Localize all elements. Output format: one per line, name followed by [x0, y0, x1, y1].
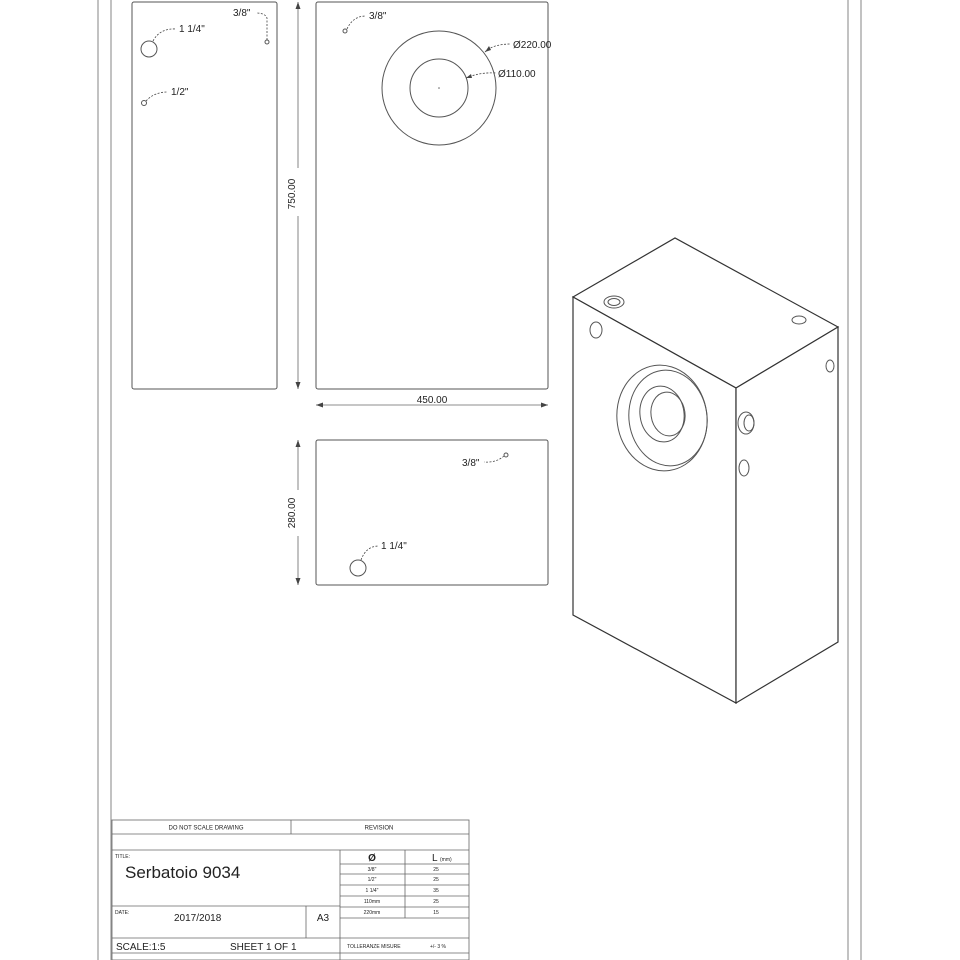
do-not-scale-label: DO NOT SCALE DRAWING	[168, 825, 244, 832]
leader-3-8-bottom	[484, 456, 504, 462]
leader-1-2-left	[146, 92, 168, 101]
table-cell-diameter: 220mm	[363, 910, 381, 916]
hole-1-2-left	[142, 101, 147, 106]
paper-size: A3	[316, 913, 330, 924]
callout-3-8-left: 3/8"	[233, 8, 251, 19]
hole-3-8-left	[265, 40, 269, 44]
table-row	[364, 899, 439, 905]
title-block-frame	[112, 820, 469, 960]
callout-1-1-4-left: 1 1/4"	[179, 24, 205, 35]
callout-1-2-left: 1/2"	[171, 87, 189, 98]
left-view-outline	[132, 2, 277, 389]
dim-450-arrow-left	[316, 403, 323, 408]
hole-3-8-bottom	[504, 453, 508, 457]
hole-3-8-front	[343, 29, 347, 33]
iso-side-face	[736, 327, 838, 703]
drawing-title: Serbatoio 9034	[125, 863, 241, 882]
dim-750-arrow-top	[296, 2, 301, 9]
table-cell-diameter: 1/2"	[367, 877, 377, 883]
dim-280-arrow-bottom	[296, 578, 301, 585]
leader-110-arrow	[466, 74, 472, 78]
table-header-unit: (mm)	[440, 857, 452, 863]
callout-diameter-220: Ø220.00	[513, 40, 552, 51]
callout-3-8-bottom: 3/8"	[462, 458, 480, 469]
table-row	[368, 867, 439, 873]
dim-280-arrow-top	[296, 440, 301, 447]
hole-1-1-4-left	[141, 41, 157, 57]
bottom-view-outline	[316, 440, 548, 585]
dim-280-label: 280.00	[287, 497, 298, 529]
bore-center-mark	[438, 87, 440, 89]
table-cell-length: 25	[433, 867, 439, 873]
leader-220-arrow	[485, 46, 491, 52]
dim-450-arrow-right	[541, 403, 548, 408]
callout-diameter-110: Ø110.00	[498, 69, 536, 80]
sheet-count: SHEET 1 OF 1	[230, 942, 297, 953]
title-label: TITLE:	[115, 854, 131, 860]
table-row	[364, 910, 439, 916]
title-block	[112, 820, 469, 960]
drawing-date: 2017/2018	[174, 913, 222, 924]
dim-750-label: 750.00	[287, 178, 298, 210]
front-view	[287, 2, 552, 408]
dim-450-label: 450.00	[416, 395, 448, 406]
leader-3-8-front	[347, 16, 366, 29]
table-cell-length: 25	[433, 877, 439, 883]
leader-1-1-4-left	[153, 29, 176, 41]
table-header-length: L	[432, 853, 438, 864]
date-label: DATE:	[115, 910, 130, 916]
table-cell-length: 15	[433, 910, 439, 916]
table-header-diameter: Ø	[368, 853, 376, 864]
bottom-view	[287, 440, 548, 585]
isometric-view	[573, 238, 838, 703]
table-row	[368, 877, 439, 883]
leader-3-8-left	[256, 13, 267, 40]
table-row	[366, 888, 439, 894]
table-cell-diameter: 110mm	[363, 899, 381, 905]
revision-label: REVISION	[364, 825, 394, 832]
callout-1-1-4-bottom: 1 1/4"	[381, 541, 407, 552]
tolerance-value: +/- 3 %	[430, 944, 446, 950]
table-cell-diameter: 1 1/4"	[365, 888, 379, 894]
table-cell-length: 25	[433, 899, 439, 905]
hole-1-1-4-bottom	[350, 560, 366, 576]
callout-3-8-front: 3/8"	[369, 11, 387, 22]
drawing-scale: SCALE:1:5	[116, 942, 166, 953]
dim-750-arrow-bottom	[296, 382, 301, 389]
table-cell-length: 35	[433, 888, 439, 894]
tolerance-label: TOLLERANZE MISURE	[347, 944, 401, 950]
left-side-view	[132, 2, 277, 389]
leader-1-1-4-bottom	[361, 546, 379, 560]
table-cell-diameter: 3/8"	[367, 867, 377, 873]
